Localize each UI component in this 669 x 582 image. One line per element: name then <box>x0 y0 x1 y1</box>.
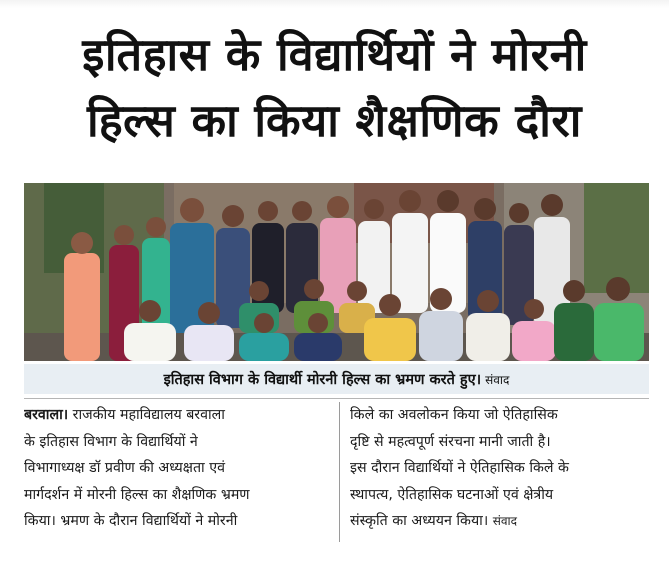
page-top-strip <box>0 0 669 8</box>
article-body <box>24 402 652 542</box>
caption-text: इतिहास विभाग के विद्यार्थी मोरनी हिल्स का भ्रमण करते हुए। <box>163 372 482 388</box>
article-column-2 <box>340 402 650 542</box>
article-line: इस दौरान विद्यार्थियों ने ऐतिहासिक किले के <box>350 460 569 476</box>
article-column-1 <box>24 402 340 542</box>
article-line: के इतिहास विभाग के विद्यार्थियों ने <box>24 433 198 450</box>
article-line: मार्गदर्शन में मोरनी हिल्स का शैक्षणिक भ्रमण <box>24 486 250 503</box>
headline-line-1: इतिहास के विद्यार्थियों ने मोरनी <box>82 28 587 81</box>
headline <box>10 22 659 154</box>
caption-credit: संवाद <box>485 372 510 387</box>
article-line <box>24 402 329 429</box>
photo-caption <box>24 364 649 394</box>
headline-line-2: हिल्स का किया शैक्षणिक दौरा <box>87 94 582 147</box>
article-credit: संवाद <box>492 514 518 528</box>
article-text: संस्कृति का अध्ययन किया। <box>350 513 489 529</box>
article-line <box>350 508 650 535</box>
article-line: किया। भ्रमण के दौरान विद्यार्थियों ने मोरनी <box>24 513 238 529</box>
group-photo <box>24 183 649 361</box>
caption-divider <box>24 398 649 399</box>
article-text: राजकीय महाविद्यालय बरवाला <box>72 407 225 423</box>
article-line: किले का अवलोकन किया जो ऐतिहासिक <box>350 407 558 423</box>
article-line: स्थापत्य, ऐतिहासिक घटनाओं एवं क्षेत्रीय <box>350 486 554 503</box>
article-line: दृष्टि से महत्वपूर्ण संरचना मानी जाती है। <box>350 433 551 450</box>
group-photo-icon <box>24 183 649 361</box>
article-line: विभागाध्यक्ष डॉ प्रवीण की अध्यक्षता एवं <box>24 460 225 476</box>
dateline: बरवाला। <box>24 407 69 423</box>
